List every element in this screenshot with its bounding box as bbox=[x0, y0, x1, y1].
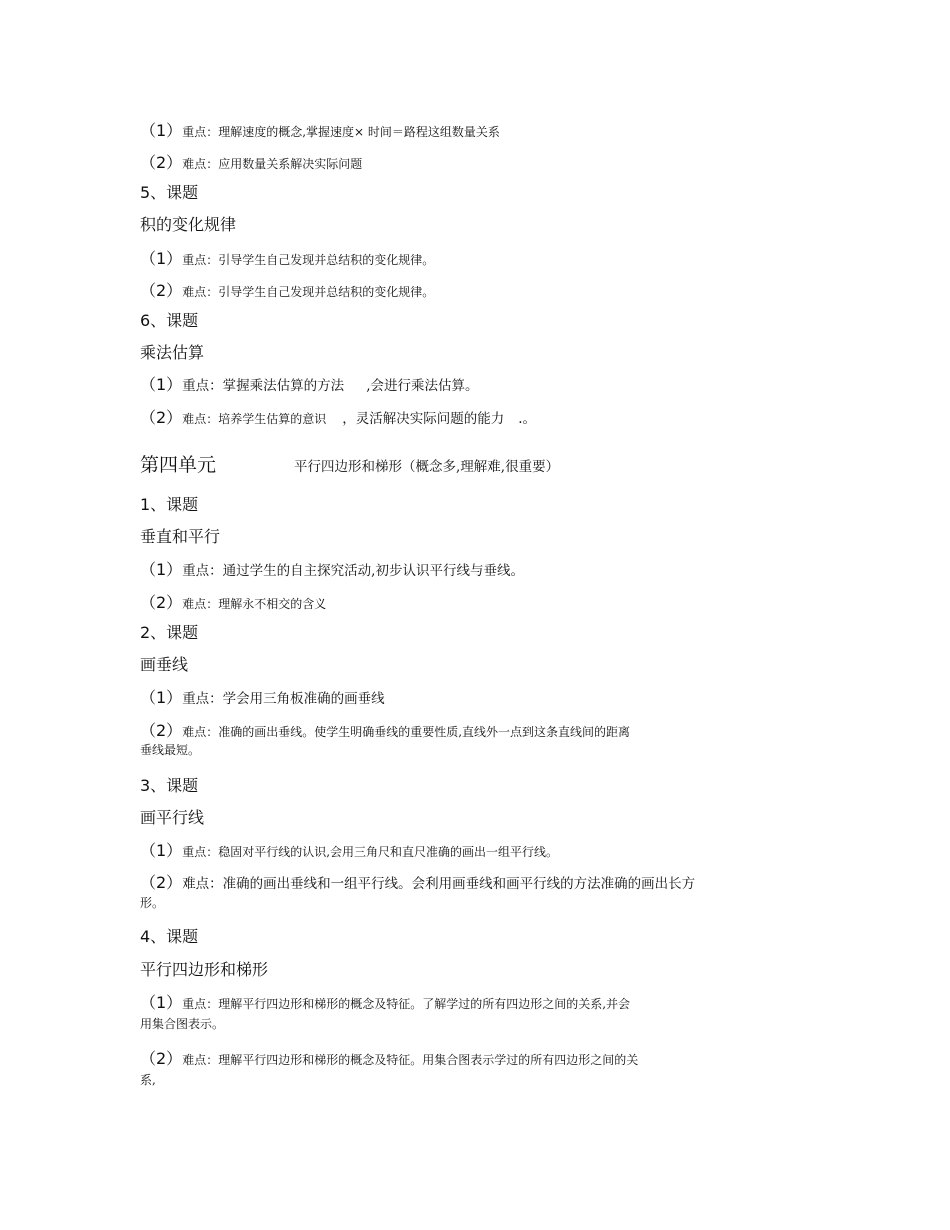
item-number: （2） bbox=[140, 873, 183, 892]
item-text: 难点：理解平行四边形和梯形的概念及特征。用集合图表示学过的所有四边形之间的关 bbox=[182, 1053, 639, 1067]
item-text: 重点：理解平行四边形和梯形的概念及特征。了解学过的所有四边形之间的关系,并会 bbox=[182, 997, 631, 1011]
lesson-title: 画平行线 bbox=[140, 808, 205, 827]
unit-title: 第四单元 bbox=[140, 454, 217, 476]
item-text: 重点：掌握乘法估算的方法 bbox=[182, 378, 345, 394]
point-line bbox=[140, 685, 385, 708]
item-text: 难点：理解永不相交的含义 bbox=[182, 597, 327, 611]
point-line bbox=[140, 405, 536, 428]
item-text: 重点：通过学生的自主探究活动,初步认识平行线与垂线。 bbox=[182, 563, 524, 579]
lesson-heading: 4、课题 bbox=[140, 927, 199, 946]
item-number: （2） bbox=[140, 1049, 183, 1068]
item-number: （2） bbox=[140, 153, 183, 172]
item-text: 重点：学会用三角板准确的画垂线 bbox=[182, 691, 385, 707]
item-text: 难点：引导学生自己发现并总结积的变化规律。 bbox=[182, 285, 435, 299]
item-text: .。 bbox=[518, 411, 536, 427]
item-text: 重点：稳固对平行线的认识,会用三角尺和直尺准确的画出一组平行线。 bbox=[182, 845, 559, 859]
lesson-title: 垂直和平行 bbox=[140, 527, 221, 546]
lesson-heading: 3、课题 bbox=[140, 776, 199, 795]
lesson-heading: 1、课题 bbox=[140, 495, 199, 514]
item-text: 难点：培养学生估算的意识 bbox=[182, 412, 327, 426]
point-line bbox=[140, 372, 478, 395]
item-text: ,会进行乘法估算。 bbox=[366, 378, 479, 394]
point-line bbox=[140, 990, 630, 1013]
unit-heading bbox=[140, 450, 559, 477]
lesson-title: 积的变化规律 bbox=[140, 215, 237, 234]
point-line bbox=[140, 278, 434, 301]
point-line bbox=[140, 838, 558, 861]
point-line bbox=[140, 118, 500, 141]
item-number: （2） bbox=[140, 721, 183, 740]
item-text-continued: 形。 bbox=[140, 896, 165, 910]
item-text: 重点：理解速度的概念,掌握速度× 时间＝路程这组数量关系 bbox=[182, 125, 500, 139]
item-number: （1） bbox=[140, 121, 183, 140]
item-number: （1） bbox=[140, 688, 183, 707]
item-number: （1） bbox=[140, 993, 183, 1012]
item-text: 难点：准确的画出垂线和一组平行线。会利用画垂线和画平行线的方法准确的画出长方 bbox=[182, 876, 696, 892]
lesson-heading: 2、课题 bbox=[140, 623, 199, 642]
point-line bbox=[140, 1046, 638, 1069]
unit-subtitle: 平行四边形和梯形（概念多,理解难,很重要） bbox=[294, 459, 560, 475]
point-line bbox=[140, 557, 524, 580]
item-text-continued: 系, bbox=[140, 1073, 156, 1087]
item-text: ，灵活解决实际问题的能力 bbox=[342, 411, 505, 427]
lesson-heading: 5、课题 bbox=[140, 183, 199, 202]
item-number: （2） bbox=[140, 593, 183, 612]
point-line bbox=[140, 150, 362, 173]
item-number: （1） bbox=[140, 249, 183, 268]
item-number: （1） bbox=[140, 375, 183, 394]
item-number: （1） bbox=[140, 841, 183, 860]
point-line bbox=[140, 246, 434, 269]
lesson-title: 乘法估算 bbox=[140, 343, 205, 362]
point-line bbox=[140, 718, 630, 741]
point-line bbox=[140, 590, 326, 613]
lesson-heading: 6、课题 bbox=[140, 311, 199, 330]
lesson-title: 平行四边形和梯形 bbox=[140, 960, 269, 979]
lesson-title: 画垂线 bbox=[140, 655, 189, 674]
item-number: （2） bbox=[140, 408, 183, 427]
point-line bbox=[140, 870, 695, 893]
item-number: （2） bbox=[140, 281, 183, 300]
item-text: 难点：应用数量关系解决实际问题 bbox=[182, 157, 363, 171]
item-text: 难点：准确的画出垂线。使学生明确垂线的重要性质,直线外一点到这条直线间的距离 bbox=[182, 725, 631, 739]
item-text: 重点：引导学生自己发现并总结积的变化规律。 bbox=[182, 253, 435, 267]
item-text-continued: 垂线最短。 bbox=[140, 743, 201, 757]
item-number: （1） bbox=[140, 560, 183, 579]
item-text-continued: 用集合图表示。 bbox=[140, 1017, 225, 1031]
